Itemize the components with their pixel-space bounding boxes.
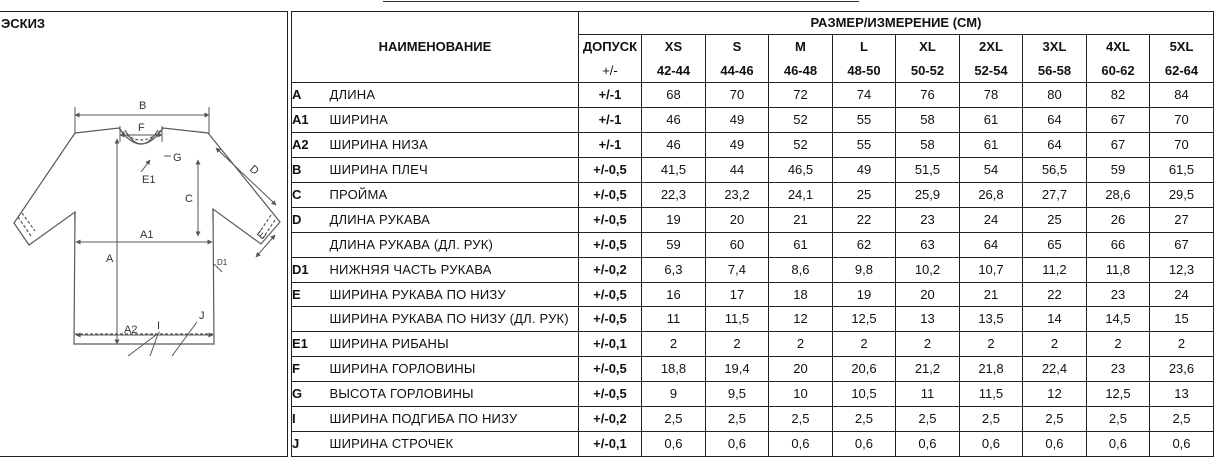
measure-value: 24 [1149,282,1213,307]
measure-value: 61 [959,133,1022,158]
measure-name: ШИРИНА ПЛЕЧ [329,158,578,183]
measure-name: ШИРИНА ПОДГИБА ПО НИЗУ [329,407,578,432]
measure-value: 20,6 [832,357,895,382]
measure-value: 26 [1086,207,1149,232]
measure-value: 2,5 [832,407,895,432]
measure-value: 55 [832,108,895,133]
measure-value: 10,2 [895,257,959,282]
measure-value: 68 [641,83,705,108]
label-e1: E1 [142,174,156,186]
label-j: J [199,310,205,322]
column-header-size-group: РАЗМЕР/ИЗМЕРЕНИЕ (СМ) [578,12,1213,35]
measure-value: 23 [1086,357,1149,382]
measure-value: 76 [895,83,959,108]
measure-value: 2 [641,332,705,357]
measure-value: 2 [1022,332,1086,357]
measure-code: D [291,207,329,232]
measure-tolerance: +/-0,5 [578,158,641,183]
size-range-xs: 42-44 [641,59,705,83]
size-label-s: S [705,35,768,59]
measure-value: 64 [959,232,1022,257]
table-row [291,257,1213,282]
measure-value: 58 [895,133,959,158]
measure-value: 26,8 [959,183,1022,208]
measure-value: 10,5 [832,382,895,407]
label-a2: A2 [124,324,138,336]
measure-value: 24,1 [768,183,832,208]
measure-value: 12,5 [832,307,895,332]
measure-value: 16 [641,282,705,307]
measure-value: 62 [832,232,895,257]
measure-value: 24 [959,207,1022,232]
measure-value: 11,5 [959,382,1022,407]
measure-value: 0,6 [768,431,832,456]
measure-name: ШИРИНА НИЗА [329,133,578,158]
table-row [291,307,1213,332]
label-g: G [173,152,182,164]
measure-tolerance: +/-0,5 [578,207,641,232]
measure-value: 46 [641,133,705,158]
measure-value: 23 [895,207,959,232]
tshirt-diagram [0,12,289,458]
measure-value: 52 [768,133,832,158]
measure-value: 20 [768,357,832,382]
measure-tolerance: +/-0,1 [578,332,641,357]
measure-tolerance: +/-0,5 [578,282,641,307]
measure-value: 2,5 [1149,407,1213,432]
measure-value: 21 [768,207,832,232]
measure-value: 2 [768,332,832,357]
measure-value: 78 [959,83,1022,108]
measure-value: 22 [832,207,895,232]
measure-tolerance: +/-0,5 [578,357,641,382]
size-label-5xl: 5XL [1149,35,1213,59]
measure-value: 28,6 [1086,183,1149,208]
size-label-4xl: 4XL [1086,35,1149,59]
measure-code: I [291,407,329,432]
measure-value: 11 [641,307,705,332]
measure-code: B [291,158,329,183]
measure-tolerance: +/-0,1 [578,431,641,456]
sketch-title: ЭСКИЗ [1,16,46,31]
measure-name: ДЛИНА РУКАВА [329,207,578,232]
measure-value: 60 [705,232,768,257]
measure-value: 11,5 [705,307,768,332]
label-a1: A1 [140,229,154,241]
table-row [291,407,1213,432]
table-row [291,158,1213,183]
measure-value: 61,5 [1149,158,1213,183]
measure-value: 49 [832,158,895,183]
measure-code: J [291,431,329,456]
measure-value: 2,5 [959,407,1022,432]
measure-value: 67 [1149,232,1213,257]
measure-value: 14 [1022,307,1086,332]
measure-code: E1 [291,332,329,357]
measure-value: 44 [705,158,768,183]
measure-value: 22,4 [1022,357,1086,382]
measure-value: 23 [1086,282,1149,307]
measure-tolerance: +/-0,5 [578,183,641,208]
size-range-m: 46-48 [768,59,832,83]
measure-value: 0,6 [1149,431,1213,456]
measure-value: 12,3 [1149,257,1213,282]
measure-value: 10,7 [959,257,1022,282]
measure-value: 25 [832,183,895,208]
measure-value: 27,7 [1022,183,1086,208]
measure-value: 65 [1022,232,1086,257]
measure-code: A2 [291,133,329,158]
label-a: A [106,253,114,265]
measure-value: 0,6 [832,431,895,456]
measure-value: 70 [1149,108,1213,133]
label-d1: D1 [217,258,228,267]
measure-value: 55 [832,133,895,158]
measure-value: 17 [705,282,768,307]
top-rule [383,1,859,2]
label-c: C [185,193,193,205]
measure-code [291,307,329,332]
measure-value: 0,6 [641,431,705,456]
size-range-3xl: 56-58 [1022,59,1086,83]
measure-value: 2 [832,332,895,357]
measure-tolerance: +/-0,5 [578,307,641,332]
size-range-l: 48-50 [832,59,895,83]
measure-code: D1 [291,257,329,282]
measure-value: 7,4 [705,257,768,282]
measure-value: 49 [705,108,768,133]
measure-value: 49 [705,133,768,158]
measure-value: 2 [959,332,1022,357]
measure-name: ШИРИНА РИБАНЫ [329,332,578,357]
measure-value: 70 [1149,133,1213,158]
table-row [291,108,1213,133]
measure-value: 11,8 [1086,257,1149,282]
measure-value: 0,6 [1086,431,1149,456]
table-row [291,207,1213,232]
size-range-4xl: 60-62 [1086,59,1149,83]
measure-value: 46,5 [768,158,832,183]
measure-value: 12,5 [1086,382,1149,407]
measure-value: 51,5 [895,158,959,183]
measure-tolerance: +/-0,5 [578,232,641,257]
measure-value: 18,8 [641,357,705,382]
measure-value: 67 [1086,133,1149,158]
measure-value: 46 [641,108,705,133]
table-row [291,83,1213,108]
measure-value: 12 [1022,382,1086,407]
measure-value: 18 [768,282,832,307]
size-range-s: 44-46 [705,59,768,83]
label-f: F [138,122,145,134]
measure-value: 20 [895,282,959,307]
measure-value: 10 [768,382,832,407]
measure-code: A [291,83,329,108]
sketch-panel [0,11,288,457]
table-row [291,382,1213,407]
measure-value: 2,5 [1086,407,1149,432]
column-header-tolerance-sign: +/- [578,59,641,83]
table-row [291,282,1213,307]
measure-value: 11,2 [1022,257,1086,282]
measure-value: 2,5 [1022,407,1086,432]
measure-value: 0,6 [1022,431,1086,456]
measure-value: 70 [705,83,768,108]
measure-value: 61 [959,108,1022,133]
measure-value: 25,9 [895,183,959,208]
measure-value: 23,2 [705,183,768,208]
label-e: E [255,228,270,242]
measure-value: 2,5 [895,407,959,432]
measure-value: 67 [1086,108,1149,133]
measure-tolerance: +/-1 [578,133,641,158]
measure-value: 59 [1086,158,1149,183]
measure-value: 41,5 [641,158,705,183]
measure-value: 8,6 [768,257,832,282]
measure-value: 21,8 [959,357,1022,382]
measure-value: 25 [1022,207,1086,232]
table-row [291,431,1213,456]
measure-name: ВЫСОТА ГОРЛОВИНЫ [329,382,578,407]
measure-code: C [291,183,329,208]
size-label-xs: XS [641,35,705,59]
measure-value: 0,6 [959,431,1022,456]
measure-value: 58 [895,108,959,133]
measure-value: 2,5 [705,407,768,432]
measure-value: 2,5 [641,407,705,432]
measure-value: 21,2 [895,357,959,382]
measure-tolerance: +/-1 [578,83,641,108]
measure-value: 64 [1022,108,1086,133]
measure-value: 29,5 [1149,183,1213,208]
table-row [291,232,1213,257]
measure-value: 84 [1149,83,1213,108]
size-range-xl: 50-52 [895,59,959,83]
measure-name: ШИРИНА РУКАВА ПО НИЗУ (ДЛ. РУК) [329,307,578,332]
size-label-m: M [768,35,832,59]
label-d: D [247,163,261,178]
measure-code: E [291,282,329,307]
measure-value: 54 [959,158,1022,183]
measure-value: 21 [959,282,1022,307]
column-header-tolerance: ДОПУСК [578,35,641,59]
measure-value: 19,4 [705,357,768,382]
measure-value: 2 [705,332,768,357]
measure-value: 52 [768,108,832,133]
size-label-xl: XL [895,35,959,59]
measure-name: ПРОЙМА [329,183,578,208]
measure-value: 64 [1022,133,1086,158]
measure-name: ДЛИНА [329,83,578,108]
measure-value: 2 [1086,332,1149,357]
size-label-l: L [832,35,895,59]
measure-name: ШИРИНА СТРОЧЕК [329,431,578,456]
table-row [291,183,1213,208]
measure-name: ДЛИНА РУКАВА (ДЛ. РУК) [329,232,578,257]
column-header-name: НАИМЕНОВАНИЕ [291,12,578,83]
size-label-2xl: 2XL [959,35,1022,59]
size-range-2xl: 52-54 [959,59,1022,83]
measure-value: 56,5 [1022,158,1086,183]
table-row [291,357,1213,382]
table-row [291,332,1213,357]
size-range-5xl: 62-64 [1149,59,1213,83]
measure-value: 15 [1149,307,1213,332]
measure-code: F [291,357,329,382]
measure-value: 9 [641,382,705,407]
measure-tolerance: +/-0,5 [578,382,641,407]
measure-value: 22,3 [641,183,705,208]
measure-value: 2 [1149,332,1213,357]
measure-value: 13,5 [959,307,1022,332]
measure-code: A1 [291,108,329,133]
measure-value: 74 [832,83,895,108]
measure-value: 23,6 [1149,357,1213,382]
measure-value: 80 [1022,83,1086,108]
measurement-table [291,11,1214,457]
label-b: B [139,100,147,112]
measure-tolerance: +/-1 [578,108,641,133]
measure-value: 6,3 [641,257,705,282]
measure-value: 0,6 [705,431,768,456]
measure-value: 2,5 [768,407,832,432]
measure-value: 19 [832,282,895,307]
measure-code: G [291,382,329,407]
measure-value: 63 [895,232,959,257]
measure-value: 13 [1149,382,1213,407]
measure-name: НИЖНЯЯ ЧАСТЬ РУКАВА [329,257,578,282]
label-i: I [157,320,161,332]
measure-value: 72 [768,83,832,108]
size-chart-sheet [0,11,1214,457]
table-row [291,133,1213,158]
measure-value: 20 [705,207,768,232]
size-label-3xl: 3XL [1022,35,1086,59]
measure-value: 61 [768,232,832,257]
measure-value: 0,6 [895,431,959,456]
measure-tolerance: +/-0,2 [578,407,641,432]
measure-value: 2 [895,332,959,357]
dimension-lines [75,107,276,356]
measure-value: 66 [1086,232,1149,257]
measure-value: 22 [1022,282,1086,307]
measure-value: 9,8 [832,257,895,282]
measure-value: 59 [641,232,705,257]
measure-name: ШИРИНА [329,108,578,133]
measure-name: ШИРИНА РУКАВА ПО НИЗУ [329,282,578,307]
measure-name: ШИРИНА ГОРЛОВИНЫ [329,357,578,382]
measure-value: 11 [895,382,959,407]
measure-value: 12 [768,307,832,332]
measure-tolerance: +/-0,2 [578,257,641,282]
measure-value: 82 [1086,83,1149,108]
measure-value: 13 [895,307,959,332]
measure-value: 27 [1149,207,1213,232]
measure-value: 9,5 [705,382,768,407]
measure-value: 14,5 [1086,307,1149,332]
measure-code [291,232,329,257]
measure-value: 19 [641,207,705,232]
